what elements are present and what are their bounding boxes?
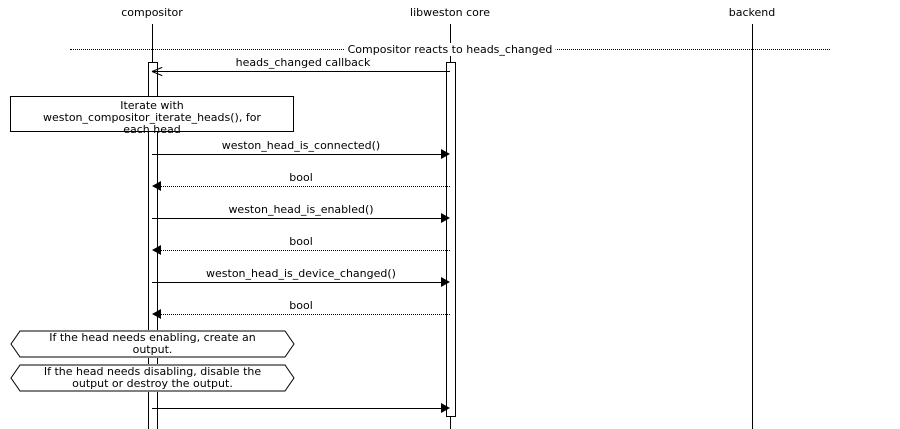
arrow-head-final-call [441,403,450,413]
fragment-disable-head [10,364,295,392]
message-line-bool-enabled [161,250,450,251]
arrow-head-weston-head-is-connected [441,149,450,159]
lifeline-backend [752,24,753,429]
fragment-disable-head-line-2: output or destroy the output. [72,377,233,390]
message-line-bool-connected [161,186,450,187]
message-label-bool-device-changed: bool [289,299,313,312]
lifeline-label-backend: backend [728,6,776,19]
arrow-head-bool-device-changed [152,309,161,319]
fragment-enable-head-text [10,330,295,358]
lifeline-label-libweston-core: libweston core [410,6,490,19]
activation-bar-libweston-core [446,62,456,417]
lifeline-label-compositor: compositor [121,6,183,19]
arrow-head-bool-enabled [152,245,161,255]
message-line-final-call [152,408,441,409]
fragment-enable-head-line-1: If the head needs enabling, create an [49,331,256,344]
note-iterate-line-1: Iterate with [120,99,184,112]
arrow-head-heads-changed-callback [152,66,162,76]
message-line-heads-changed-callback [152,71,450,72]
message-label-weston-head-is-connected: weston_head_is_connected() [221,139,381,152]
fragment-disable-head-line-1: If the head needs disabling, disable the [43,365,262,378]
arrow-head-weston-head-is-device-changed [441,277,450,287]
message-label-bool-enabled: bool [289,235,313,248]
note-iterate-line-3: each head [123,123,181,136]
message-line-weston-head-is-enabled [152,218,441,219]
message-line-bool-device-changed [161,314,450,315]
message-label-weston-head-is-enabled: weston_head_is_enabled() [228,203,374,216]
arrow-head-bool-connected [152,181,161,191]
message-label-bool-connected: bool [289,171,313,184]
fragment-enable-head-line-2: output. [132,343,173,356]
divider-label: Compositor reacts to heads_changed [345,43,556,56]
fragment-enable-head [10,330,295,358]
note-iterate-heads [10,96,294,136]
arrow-head-weston-head-is-enabled [441,213,450,223]
message-label-heads-changed-callback: heads_changed callback [235,56,371,69]
message-line-weston-head-is-device-changed [152,282,441,283]
message-label-weston-head-is-device-changed: weston_head_is_device_changed() [206,267,396,280]
message-line-weston-head-is-connected [152,154,441,155]
note-iterate-line-2: weston_compositor_iterate_heads(), for [43,111,261,124]
fragment-disable-head-text [10,364,295,392]
